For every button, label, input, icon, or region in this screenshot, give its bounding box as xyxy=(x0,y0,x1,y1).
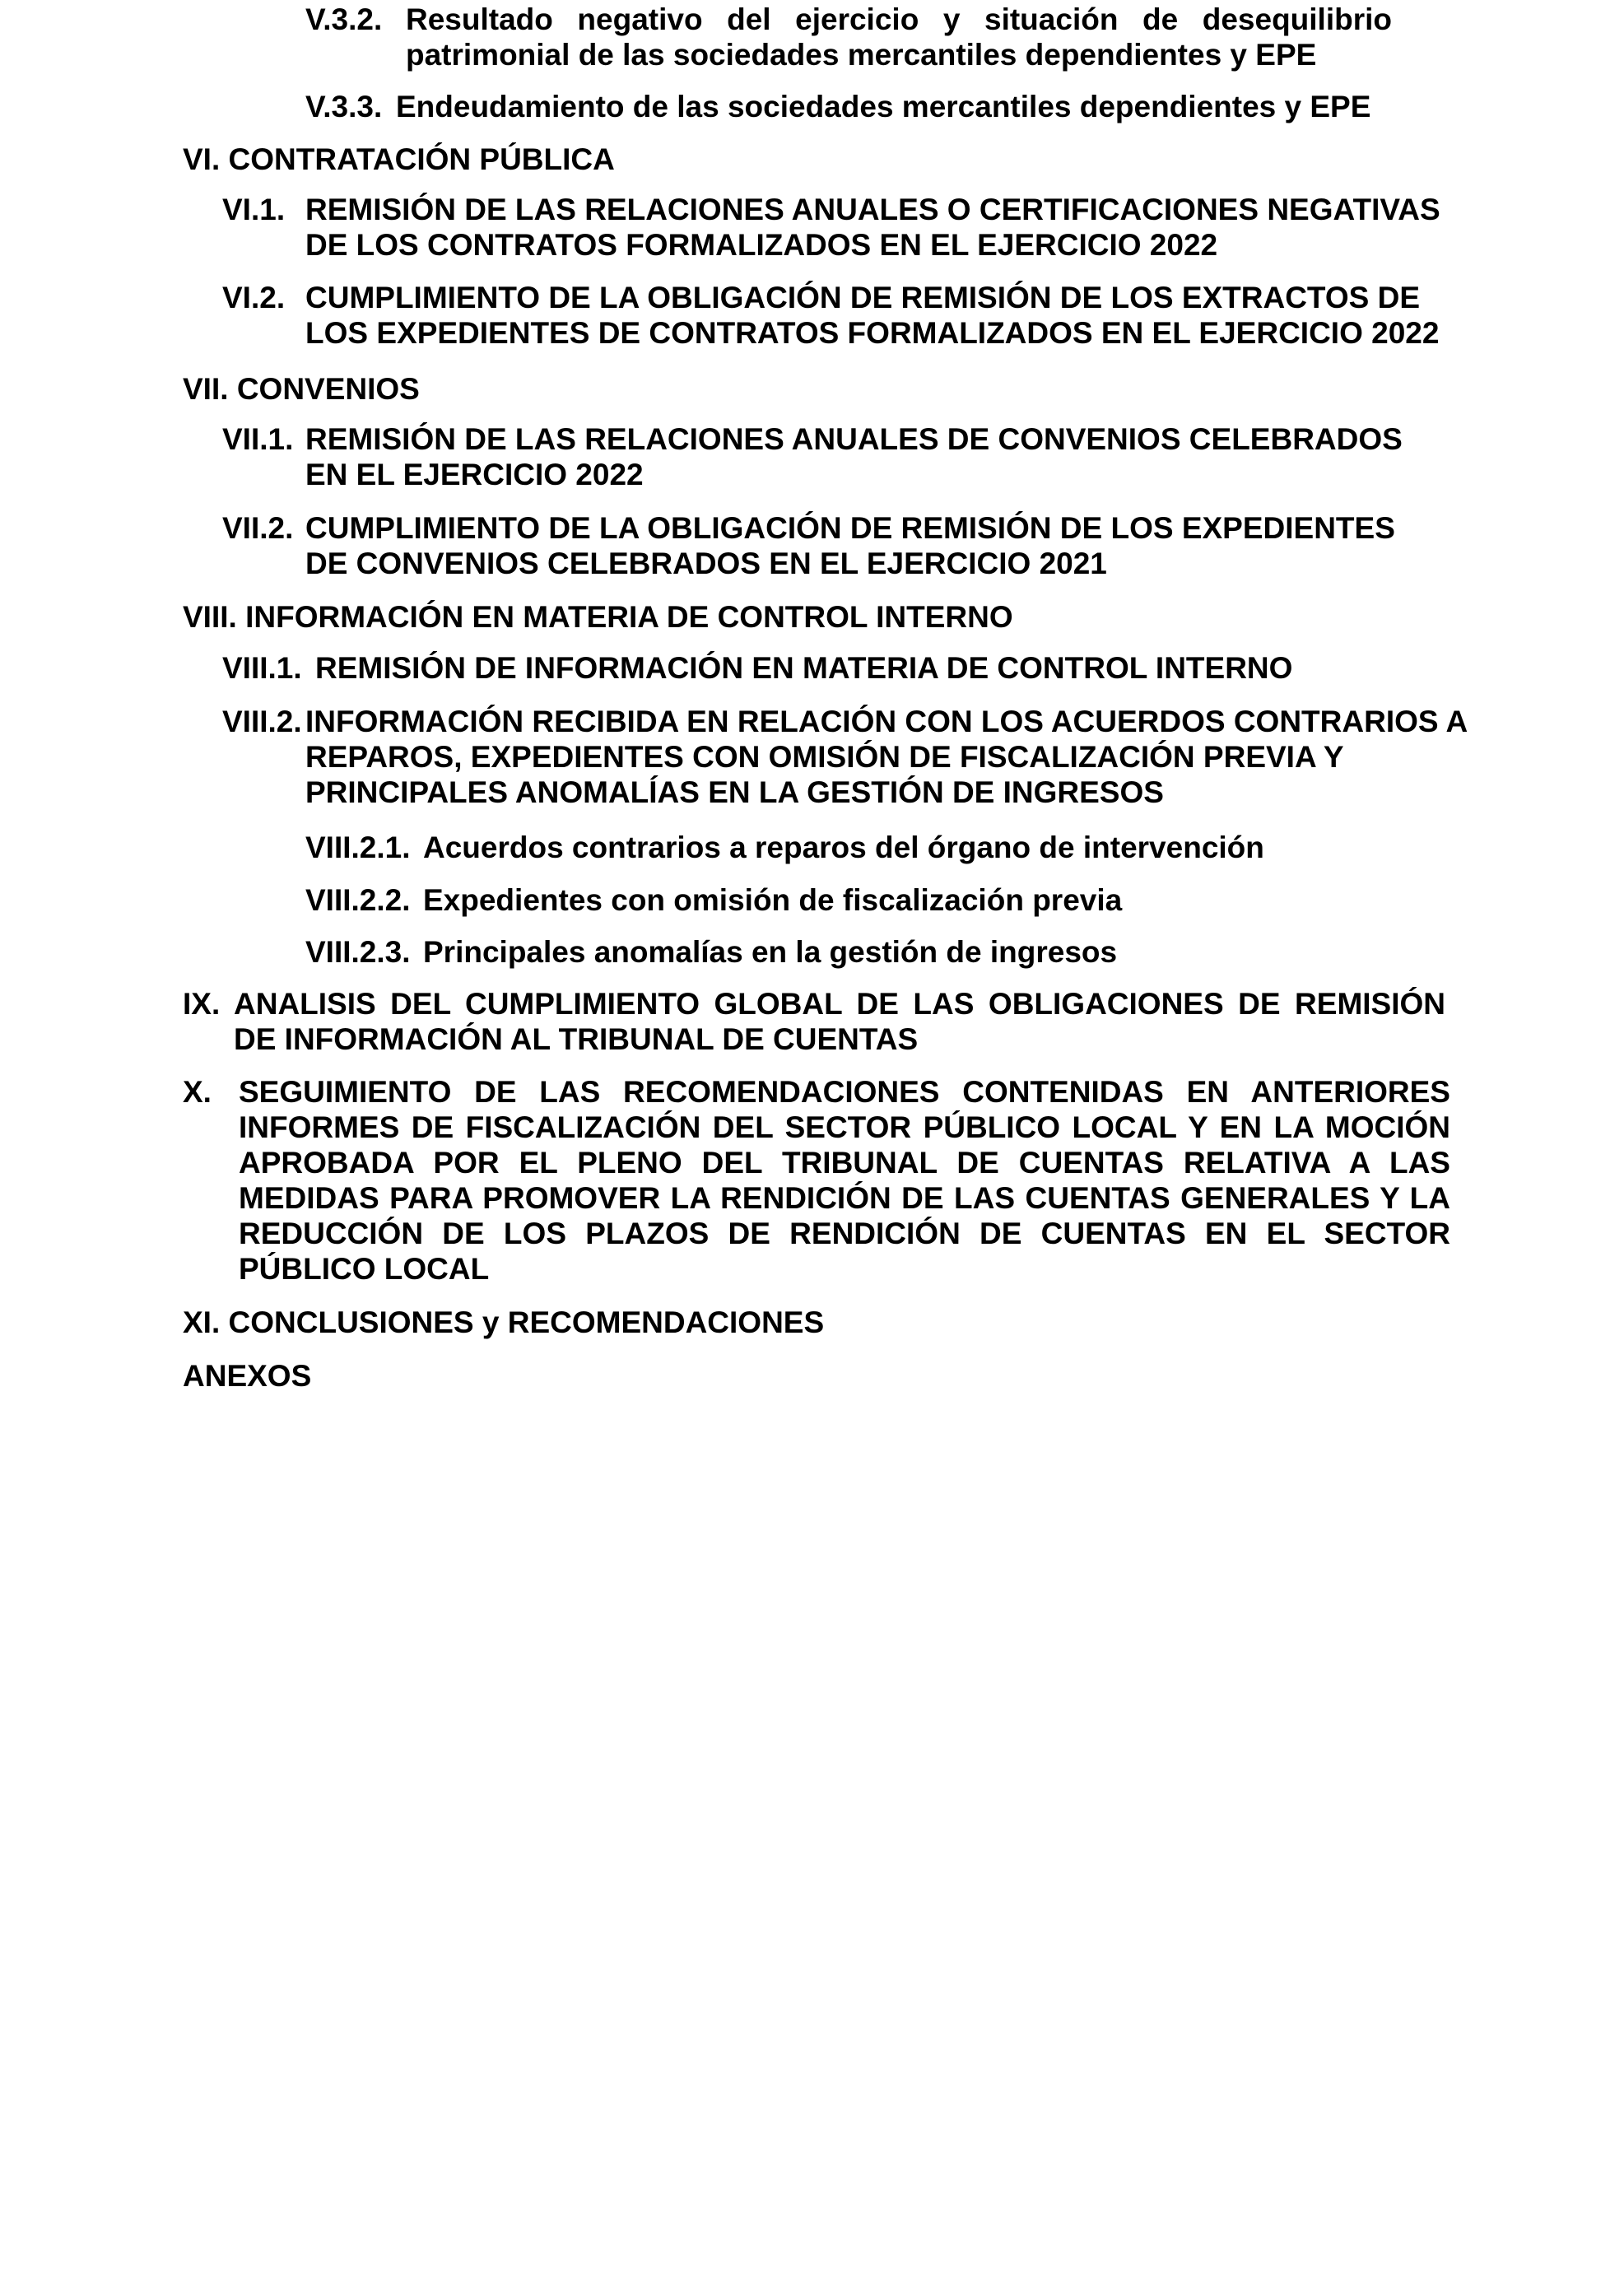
toc-entry-number: XI. xyxy=(183,1305,221,1339)
toc-entry-number: VIII.2. xyxy=(222,705,302,738)
toc-entry-vii[interactable] xyxy=(183,371,1006,407)
toc-entry-title: CONVENIOS xyxy=(236,372,420,406)
toc-entry-number: VI. xyxy=(183,142,221,176)
toc-entry-vi[interactable] xyxy=(183,142,1006,177)
toc-entry-title: Acuerdos contrarios a reparos del órgano de intervención xyxy=(423,831,1264,864)
toc-entry-title: CUMPLIMIENTO DE LA OBLIGACIÓN DE REMISIÓN DE LOS EXTRACTOS DE LOS EXPEDIENTES DE CONTRATOS FORMALIZADOS EN EL EJERCICIO 2022 xyxy=(305,281,1440,350)
toc-entry-title: REMISIÓN DE LAS RELACIONES ANUALES O CERTIFICACIONES NEGATIVAS DE LOS CONTRATOS FORMALIZADOS EN EL EJERCICIO 2022 xyxy=(305,193,1440,262)
toc-entry-number: VI.2. xyxy=(222,281,286,314)
toc-entry-title: Principales anomalías en la gestión de ingresos xyxy=(423,935,1118,969)
toc-entry-viii-2-1[interactable] xyxy=(305,830,1375,865)
toc-entry-number: VIII.2.1. xyxy=(305,831,411,864)
toc-entry-vi-1[interactable] xyxy=(222,192,1473,263)
toc-entry-viii-2-2[interactable] xyxy=(305,882,1375,918)
toc-entry-number: VII.2. xyxy=(222,511,294,545)
toc-entry-number: VIII.2.2. xyxy=(305,883,411,917)
toc-entry-number: V.3.2. xyxy=(305,2,383,36)
toc-entry-vii-2[interactable] xyxy=(222,510,1440,581)
toc-entry-anexos[interactable] xyxy=(183,1358,677,1394)
toc-entry-title: CONCLUSIONES y RECOMENDACIONES xyxy=(228,1305,825,1339)
toc-entry-number: X. xyxy=(183,1075,212,1109)
toc-entry-title: REMISIÓN DE LAS RELACIONES ANUALES DE CONVENIOS CELEBRADOS EN EL EJERCICIO 2022 xyxy=(305,422,1403,491)
toc-entry-title: ANALISIS DEL CUMPLIMIENTO GLOBAL DE LAS OBLIGACIONES DE REMISIÓN DE INFORMACIÓN AL TRIBUNAL DE CUENTAS xyxy=(234,987,1445,1056)
toc-entry-number: VIII.1. xyxy=(222,651,302,685)
toc-entry-title: SEGUIMIENTO DE LAS RECOMENDACIONES CONTENIDAS EN ANTERIORES INFORMES DE FISCALIZACIÓN DEL SECTOR PÚBLICO LOCAL Y EN LA MOCIÓN APROBADA POR EL PLENO DEL TRIBUNAL DE CUENTAS RELATIVA A LAS MEDIDAS PARA PROMOVER LA RENDICIÓN DE LAS CUENTAS GENERALES Y LA REDUCCIÓN DE LOS PLAZOS DE RENDICIÓN DE CUENTAS EN EL SECTOR PÚBLICO LOCAL xyxy=(239,1075,1450,1286)
toc-entry-ix[interactable] xyxy=(183,986,1445,1057)
toc-entry-v-3-3[interactable] xyxy=(305,89,1392,124)
toc-entry-number: VIII.2.3. xyxy=(305,935,411,969)
toc-entry-number: VII.1. xyxy=(222,422,294,456)
toc-entry-number: V.3.3. xyxy=(305,90,383,123)
toc-entry-number: VIII. xyxy=(183,600,237,634)
toc-entry-number: VI.1. xyxy=(222,193,286,226)
toc-entry-xi[interactable] xyxy=(183,1305,1170,1340)
toc-entry-viii-2[interactable] xyxy=(222,704,1473,810)
toc-entry-title: Endeudamiento de las sociedades mercantiles dependientes y EPE xyxy=(396,90,1371,123)
toc-entry-number: VII. xyxy=(183,372,229,406)
toc-entry-title: Resultado negativo del ejercicio y situación de desequilibrio patrimonial de las sociedades mercantiles dependientes y EPE xyxy=(406,2,1392,72)
toc-entry-number: IX. xyxy=(183,987,221,1021)
toc-entry-v-3-2[interactable] xyxy=(305,2,1392,72)
toc-entry-title: CONTRATACIÓN PÚBLICA xyxy=(228,142,615,176)
toc-entry-x[interactable] xyxy=(183,1074,1450,1287)
toc-entry-viii-2-3[interactable] xyxy=(305,934,1375,970)
toc-entry-vii-1[interactable] xyxy=(222,421,1440,492)
toc-entry-title: INFORMACIÓN EN MATERIA DE CONTROL INTERNO xyxy=(245,600,1013,634)
toc-entry-vi-2[interactable] xyxy=(222,280,1473,351)
toc-entry-title: INFORMACIÓN RECIBIDA EN RELACIÓN CON LOS ACUERDOS CONTRARIOS A REPAROS, EXPEDIENTES CON OMISIÓN DE FISCALIZACIÓN PREVIA Y PRINCIPALES ANOMALÍAS EN LA GESTIÓN DE INGRESOS xyxy=(305,705,1467,809)
toc-entry-title: CUMPLIMIENTO DE LA OBLIGACIÓN DE REMISIÓN DE LOS EXPEDIENTES DE CONVENIOS CELEBRADOS EN EL EJERCICIO 2021 xyxy=(305,511,1395,580)
toc-entry-viii-1[interactable] xyxy=(222,650,1375,686)
toc-entry-viii[interactable] xyxy=(183,599,1170,635)
toc-entry-title: Expedientes con omisión de fiscalización previa xyxy=(423,883,1123,917)
toc-entry-title: ANEXOS xyxy=(183,1359,312,1393)
toc-entry-title: REMISIÓN DE INFORMACIÓN EN MATERIA DE CONTROL INTERNO xyxy=(315,651,1293,685)
